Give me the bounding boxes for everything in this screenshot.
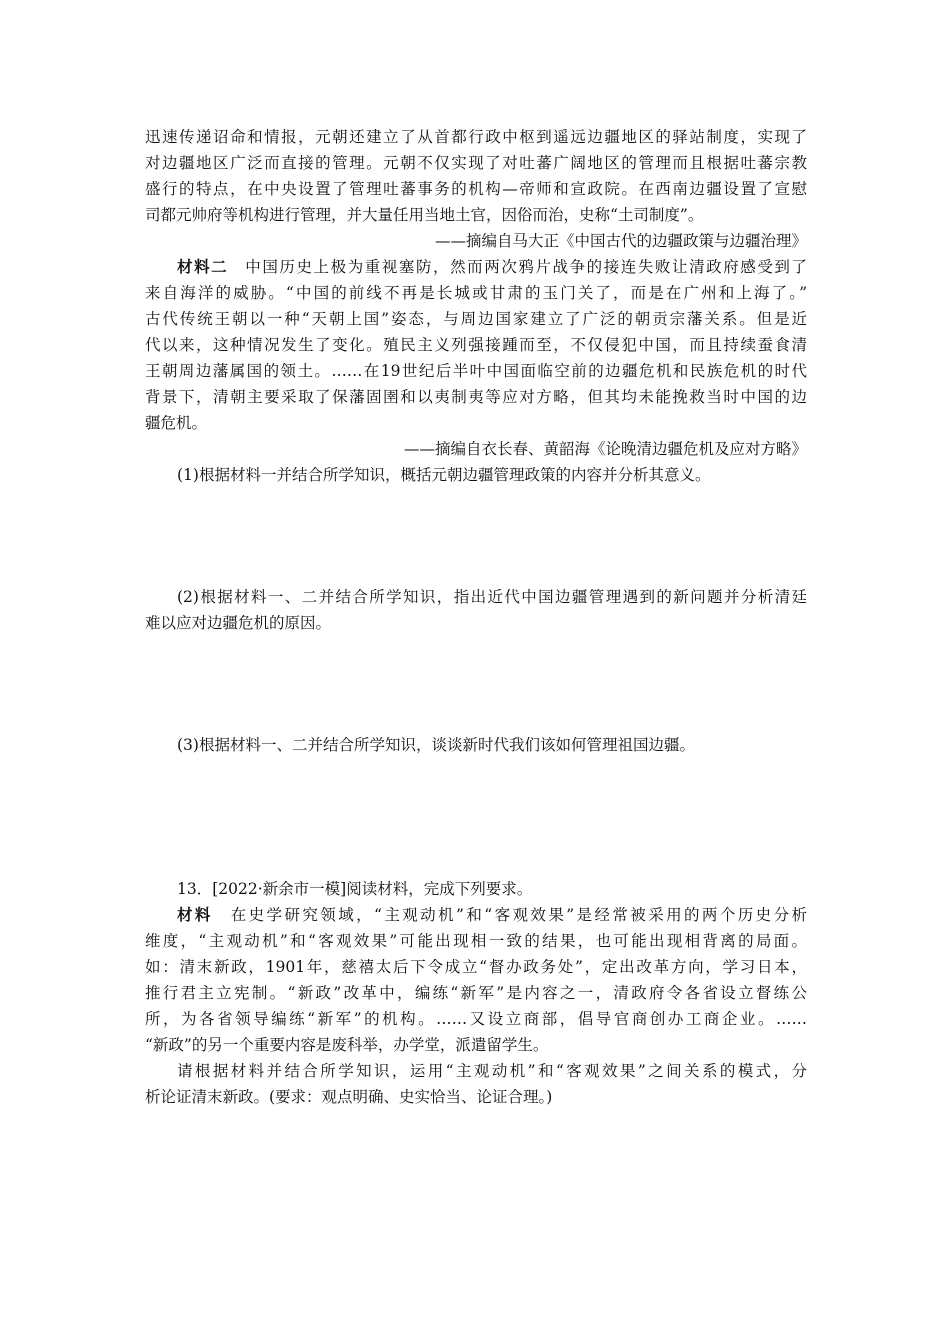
q13-task-line: 请根据材料并结合所学知识，运用“主观动机”和“客观效果”之间关系的模式，分 <box>177 1062 807 1080</box>
question-2-line: 难以应对边疆危机的原因。 <box>145 614 332 632</box>
material2-line: 古代传统王朝以一种“天朝上国”姿态，与周边国家建立了广泛的朝贡宗藩关系。但是近 <box>145 310 807 328</box>
material1-line: 对边疆地区广泛而直接的管理。元朝不仅实现了对吐蕃广阔地区的管理而且根据吐蕃宗教 <box>145 154 807 172</box>
material2-source: ——摘编自衣长春、黄韶海《论晚清边疆危机及应对方略》 <box>403 440 807 458</box>
material2-label: 材料二 <box>177 257 229 276</box>
q13-material-line: 所，为各省领导编练“新军”的机构。……又设立商部，倡导官商创办工商企业。…… <box>145 1010 807 1028</box>
q13-material-text: 在史学研究领域，“主观动机”和“客观效果”是经常被采用的两个历史分析 <box>228 906 807 924</box>
material1-line: 迅速传递诏命和情报，元朝还建立了从首都行政中枢到遥远边疆地区的驿站制度，实现了 <box>145 128 807 146</box>
question-3: (3)根据材料一、二并结合所学知识，谈谈新时代我们该如何管理祖国边疆。 <box>177 736 695 754</box>
material2-line: 疆危机。 <box>145 414 208 432</box>
q13-material-label: 材料 <box>177 905 213 924</box>
q13-material-first-line <box>177 902 807 928</box>
material2-line: 来自海洋的威胁。“中国的前线不再是长城或甘肃的玉门关了，而是在广州和上海了。” <box>145 284 807 302</box>
question-13-header: 13．[2022·新余市一模]阅读材料，完成下列要求。 <box>177 880 533 898</box>
q13-task-line: 析论证清末新政。(要求：观点明确、史实恰当、论证合理。) <box>145 1088 553 1106</box>
q13-material-line: 如：清末新政，1901年，慈禧太后下令成立“督办政务处”，定出改革方向，学习日本， <box>145 958 807 976</box>
material1-line: 盛行的特点，在中央设置了管理吐蕃事务的机构—帝师和宣政院。在西南边疆设置了宣慰 <box>145 180 807 198</box>
q13-material-line: “新政”的另一个重要内容是废科举，办学堂，派遣留学生。 <box>145 1036 549 1054</box>
material2-line: 王朝周边藩属国的领土。……在19世纪后半叶中国面临空前的边疆危机和民族危机的时代 <box>145 362 807 380</box>
material2-text: 中国历史上极为重视塞防，然而两次鸦片战争的接连失败让清政府感受到了 <box>243 258 807 276</box>
material2-line: 代以来，这种情况发生了变化。殖民主义列强接踵而至，不仅侵犯中国，而且持续蚕食清 <box>145 336 807 354</box>
material2-first-line <box>177 254 807 280</box>
q13-material-line: 推行君主立宪制。“新政”改革中，编练“新军”是内容之一，清政府令各省设立督练公 <box>145 984 807 1002</box>
question-1: (1)根据材料一并结合所学知识，概括元朝边疆管理政策的内容并分析其意义。 <box>177 466 711 484</box>
q13-material-line: 维度，“主观动机”和“客观效果”可能出现相一致的结果，也可能出现相背离的局面。 <box>145 932 807 950</box>
question-2-line: (2)根据材料一、二并结合所学知识，指出近代中国边疆管理遇到的新问题并分析清廷 <box>177 588 807 606</box>
material1-line: 司都元帅府等机构进行管理，并大量任用当地土官，因俗而治，史称“土司制度”。 <box>145 206 704 224</box>
material1-source: ——摘编自马大正《中国古代的边疆政策与边疆治理》 <box>434 232 807 250</box>
material2-line: 背景下，清朝主要采取了保藩固圉和以夷制夷等应对方略，但其均未能挽救当时中国的边 <box>145 388 807 406</box>
